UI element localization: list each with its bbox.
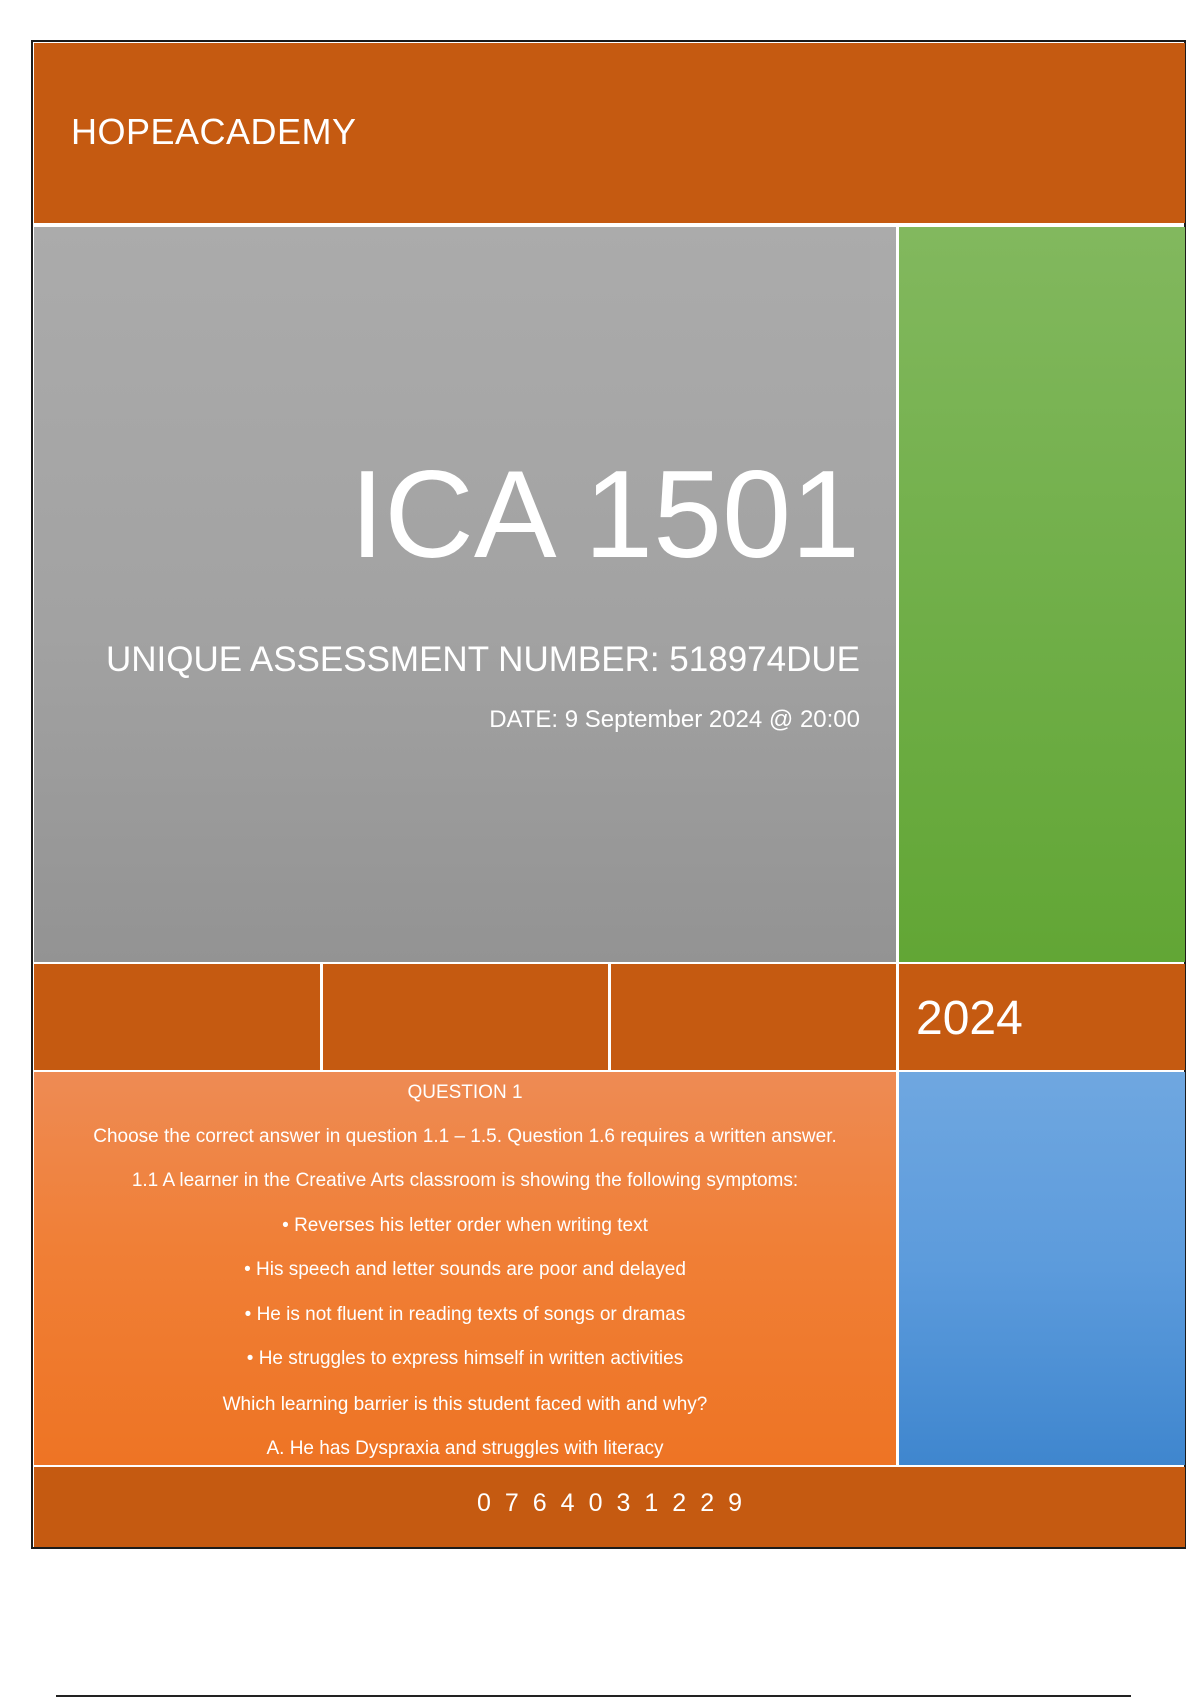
orange-tile-2: [323, 964, 608, 1070]
blue-side-panel: [899, 1072, 1185, 1465]
year-tile: [899, 964, 1185, 1070]
year-label: 2024: [916, 992, 1023, 1045]
symptom-item: • Reverses his letter order when writing text: [282, 1215, 648, 1236]
question-ask: Which learning barrier is this student faced with and why?: [222, 1394, 708, 1415]
symptom-item: • His speech and letter sounds are poor and delayed: [244, 1259, 686, 1280]
question-panel: [34, 1072, 896, 1465]
bottom-divider: [56, 1695, 1131, 1697]
symptom-item: • He struggles to express himself in written activities: [246, 1348, 684, 1369]
orange-tile-1: [34, 964, 320, 1070]
phone-number: 0764031229: [476, 1489, 757, 1517]
header-bar: [34, 43, 1185, 223]
orange-tile-3: [611, 964, 896, 1070]
title-panel: [34, 227, 896, 962]
cover-page: [31, 40, 1186, 1549]
footer-bar: [34, 1467, 1185, 1547]
brand-name: HOPEACADEMY: [71, 111, 357, 152]
course-code: ICA 1501: [349, 446, 860, 584]
answer-option-a: A. He has Dyspraxia and struggles with literacy: [266, 1438, 664, 1459]
question-instructions: Choose the correct answer in question 1.1 – 1.5. Question 1.6 requires a written answer.: [93, 1126, 837, 1147]
question-prompt: 1.1 A learner in the Creative Arts classroom is showing the following symptoms:: [131, 1170, 799, 1191]
green-side-panel: [899, 227, 1185, 962]
question-heading: QUESTION 1: [407, 1082, 523, 1103]
assessment-number: UNIQUE ASSESSMENT NUMBER: 518974DUE: [105, 640, 860, 679]
due-date: DATE: 9 September 2024 @ 20:00: [489, 706, 860, 733]
symptom-item: • He is not fluent in reading texts of songs or dramas: [244, 1304, 686, 1325]
